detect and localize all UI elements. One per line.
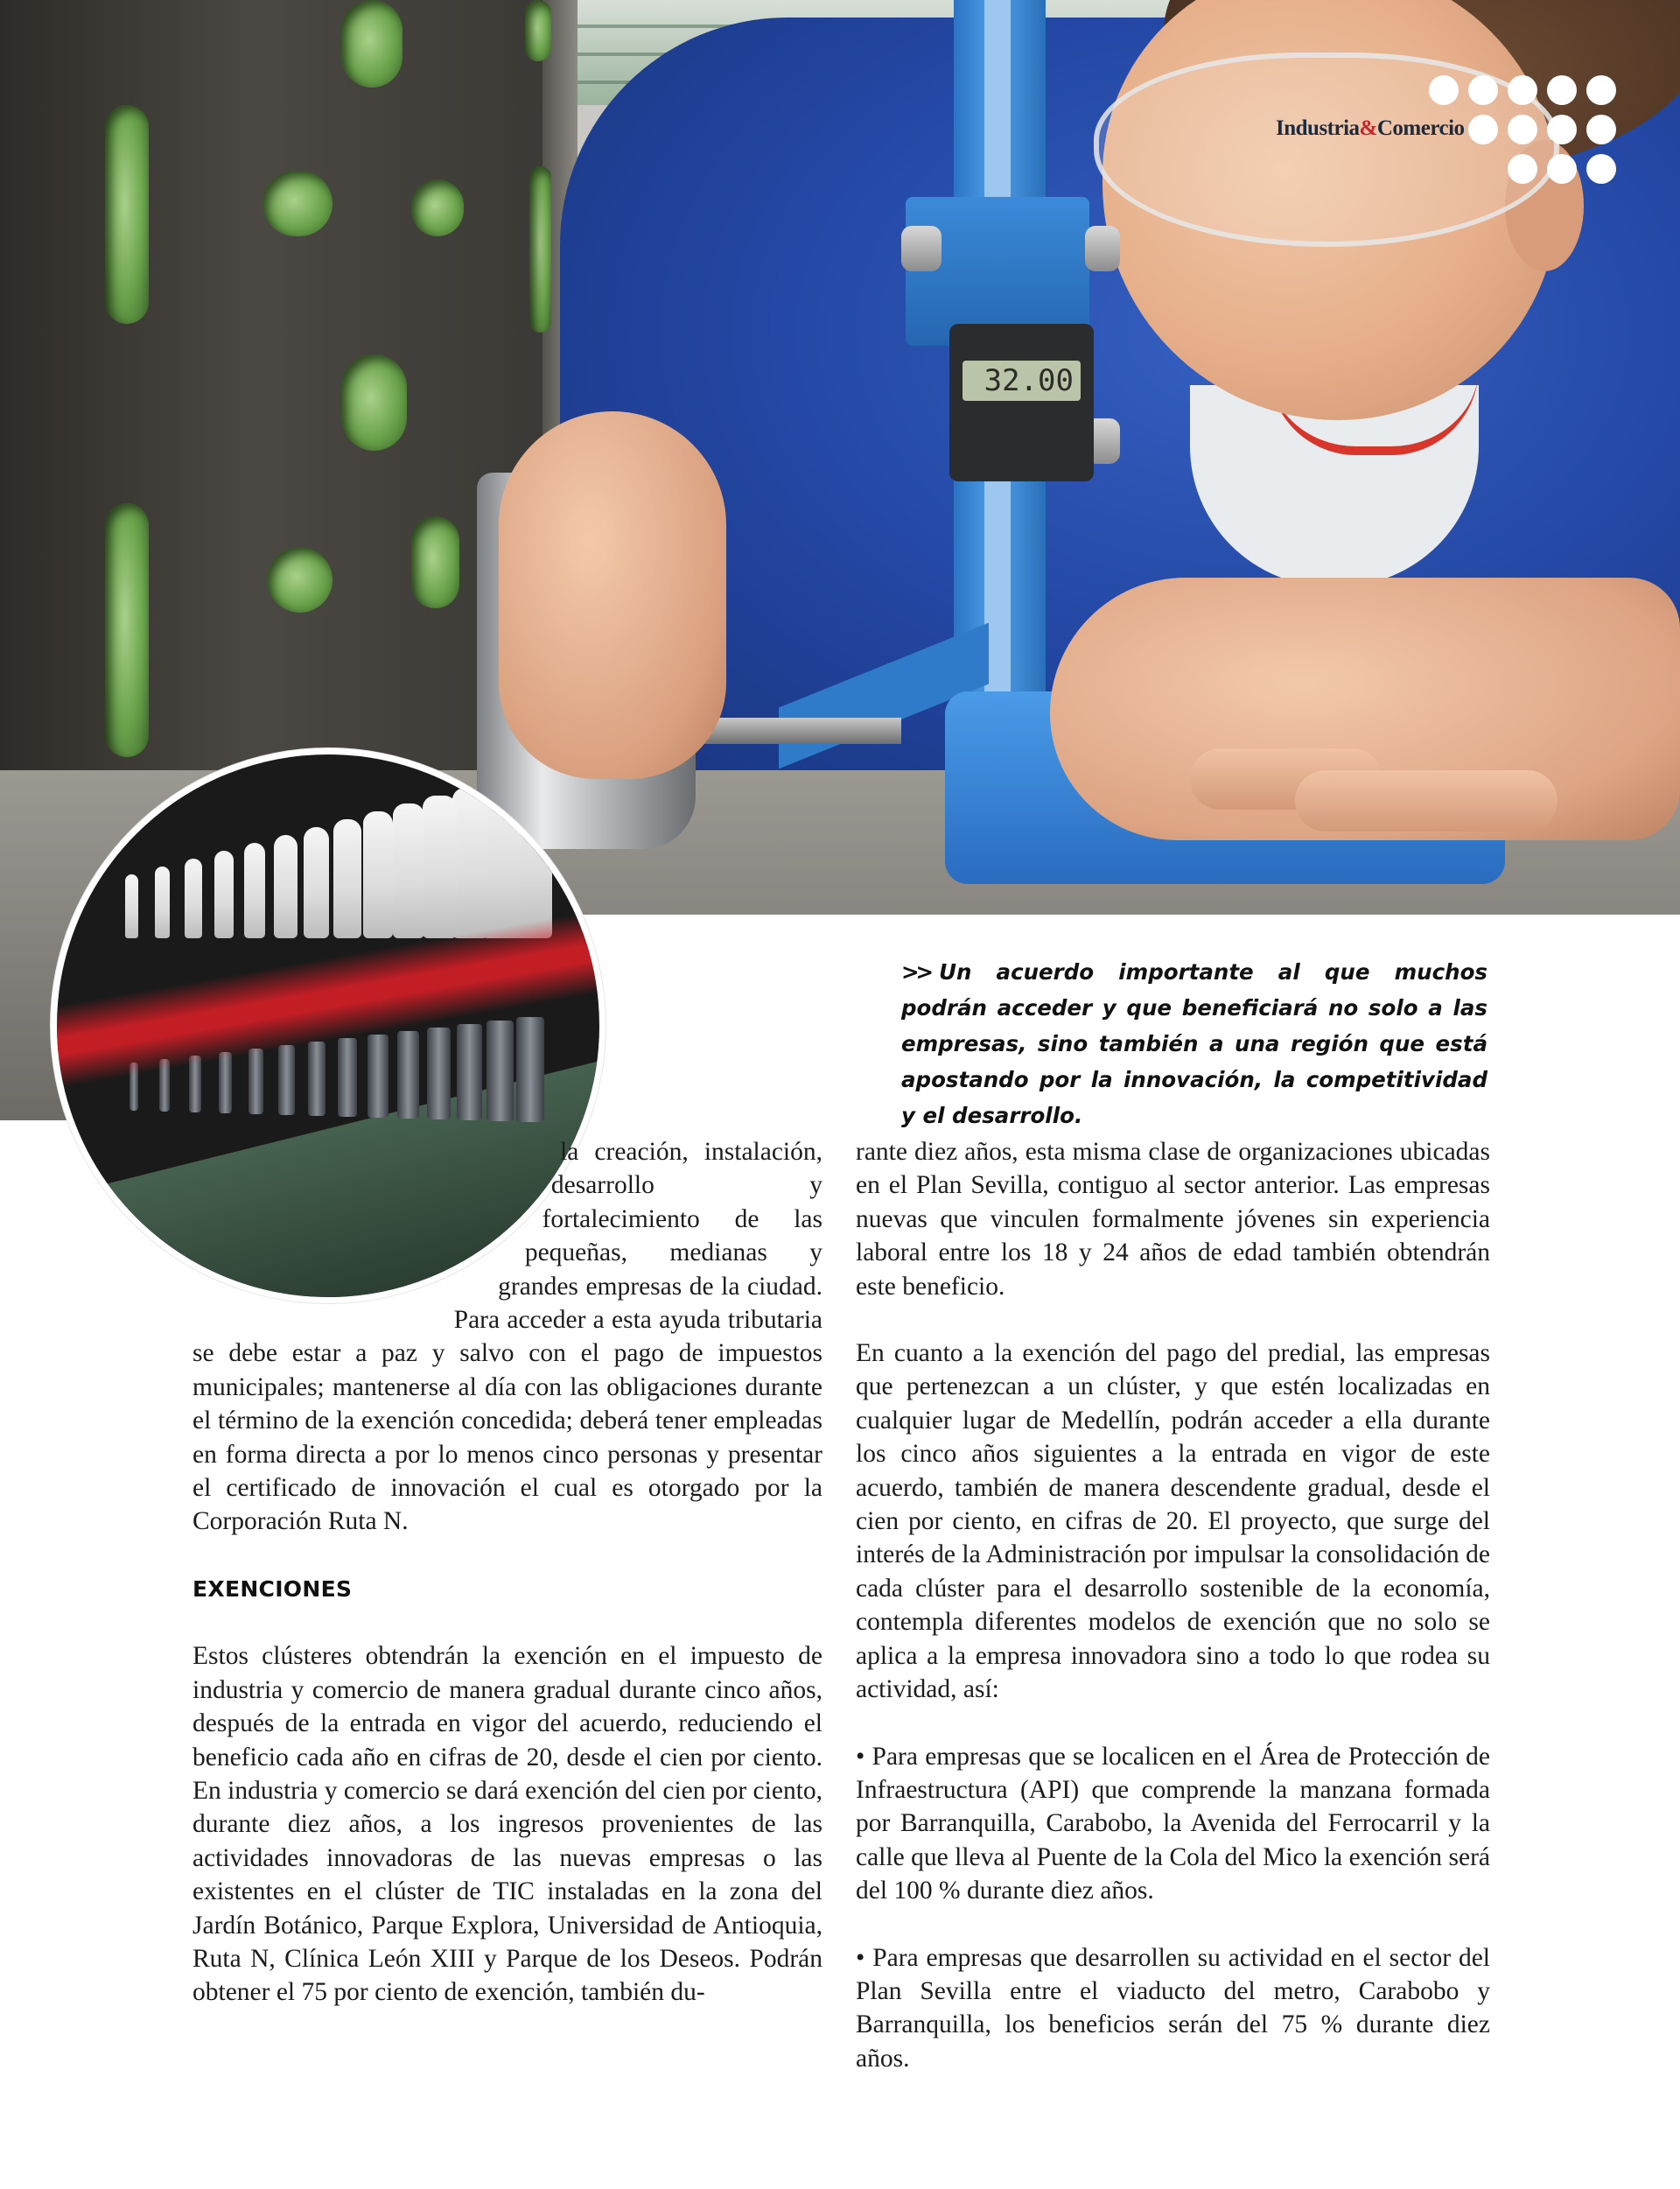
left-hand — [499, 411, 726, 779]
yarn-spool — [185, 859, 202, 938]
gauge-knob — [1085, 226, 1120, 271]
yarn-spool — [304, 827, 329, 938]
digital-display — [949, 324, 1094, 481]
logo-dot — [1586, 154, 1616, 184]
plate-hole — [105, 105, 149, 324]
logo-dot — [1586, 75, 1616, 105]
bobbin — [457, 1024, 482, 1120]
logo-dot — [1429, 75, 1459, 105]
gauge-readout: 32.00 — [962, 361, 1081, 401]
yarn-spool — [452, 788, 488, 938]
plate-hole — [341, 0, 402, 88]
plate-hole — [341, 354, 407, 451]
plate-hole — [105, 503, 149, 757]
article-column-right — [856, 1135, 1490, 2075]
logo-dot — [1547, 75, 1577, 105]
yarn-spool — [125, 874, 138, 938]
plate-hole — [525, 0, 551, 61]
pull-quote — [901, 954, 1488, 1133]
logo-dot-grid — [1429, 75, 1618, 189]
yarn-spool — [155, 866, 170, 938]
pull-quote-text: Un acuerdo importante al que muchos podrán acceder y que beneficiará no solo a las empresas, sino también a una región que está apostando por la innovación, la competitividad y el desarrollo. — [901, 959, 1488, 1128]
logo-dot — [1586, 115, 1616, 144]
paragraph-continuation: rante diez años, esta misma clase de organizaciones ubicadas en el Plan Sevilla, contiguo al sector anterior. Las empresas nuevas que vinculen formalmente jóvenes sin experiencia laboral entre los 18 y 24 años de edad también obtendrán este beneficio. — [856, 1138, 1490, 1301]
bobbin — [368, 1035, 388, 1118]
bobbin — [248, 1049, 263, 1114]
logo-dot — [1468, 75, 1498, 105]
logo-word-comercio: Comercio — [1376, 116, 1465, 140]
logo-word-industria: Industria — [1276, 116, 1360, 140]
finger — [1400, 770, 1558, 831]
logo-dot — [1547, 154, 1577, 184]
logo-dot — [1508, 154, 1537, 184]
plate-hole — [411, 516, 459, 608]
bobbin — [397, 1031, 419, 1119]
section-heading: EXENCIONES — [192, 1575, 353, 1602]
logo-dot — [1547, 115, 1577, 144]
logo-dot — [1508, 75, 1537, 105]
logo-dot — [1468, 115, 1498, 144]
yarn-spool — [363, 811, 393, 938]
bobbin — [427, 1028, 451, 1119]
plate-hole — [411, 179, 464, 236]
logo-ampersand: & — [1359, 116, 1377, 140]
plate-hole — [267, 547, 332, 613]
paragraph-intro: la creación, instalación, desarrollo y fortalecimiento de las pequeñas, medianas y grandes empresas de la ciudad. Para acceder a esta ayuda tributaria se debe estar a paz y salvo con el pago de impuestos municipales; mantenerse al día con las obligaciones durante el término de la exención concedida; deberá tener empleadas en forma directa a por lo menos cinco personas y presentar el certificado de innovación el cual es otorgado por la Corporación Ruta N. — [192, 1138, 822, 1536]
gauge-knob — [901, 226, 942, 271]
yarn-spool — [393, 803, 424, 938]
plate-hole — [529, 166, 551, 333]
paragraph-predial: En cuanto a la exención del pago del predial, las empresas que pertenezcan a un clúster, y que estén localizadas en cualquier lugar de Medellín, podrán acceder a ella durante los cinco años siguientes a la entrada en vigor de este acuerdo, también de manera descendente gradual, desde el cien por ciento, en cifras de 20. El proyecto, que surge del interés de la Administración por impulsar la consolidación de cada clúster para el desarrollo sostenible de la economía, contempla diferentes modelos de exención que no solo se aplica a la empresa innovadora sino a todo lo que rodea su actividad, así: — [856, 1339, 1490, 1704]
logo-dot — [1508, 115, 1537, 144]
bullet-api: • Para empresas que se localicen en el Área de Protección de Infraestructura (API) que comprende la manzana formada por Barranquilla, Carabobo, la Avenida del Ferrocarril y la calle que lleva al Puente de la Cola del Mico la exención será del 100 % durante diez años. — [856, 1742, 1490, 1905]
article-column-left — [192, 1135, 822, 2010]
bobbin — [278, 1045, 295, 1115]
yarn-spool — [333, 819, 361, 938]
bullet-plan-sevilla: • Para empresas que desarrollen su actividad en el sector del Plan Sevilla entre el viaducto del metro, Carabobo y Barranquilla, los beneficios serán del 75 % durante diez años. — [856, 1943, 1490, 2073]
double-chevron-right-icon: >> — [901, 959, 931, 985]
bobbin — [516, 1017, 544, 1122]
yarn-spool — [244, 843, 265, 938]
yarn-spool — [274, 835, 298, 938]
paragraph-exenciones: Estos clústeres obtendrán la exención en el impuesto de industria y comercio de manera gradual durante cinco años, después de la entrada en vigor del acuerdo, reduciendo el beneficio cada año en cifras de 20, desde el cien por ciento. En industria y comercio se dará exención del cien por ciento, durante diez años, a los ingresos provenientes de las actividades innovadoras de las nuevas empresas o las existentes en el clúster de TIC instaladas en la zona del Jardín Botánico, Parque Explora, Universidad de Antioquia, Ruta N, Clínica León XIII y Parque de los Deseos. Podrán obtener el 75 por ciento de exención, también du- — [192, 1642, 823, 2007]
bobbin — [338, 1038, 357, 1117]
bobbin — [308, 1042, 326, 1116]
plate-hole — [262, 171, 332, 236]
bobbin — [219, 1052, 232, 1113]
yarn-spool — [214, 851, 234, 938]
yarn-spool — [423, 796, 457, 938]
bobbin — [486, 1021, 514, 1121]
